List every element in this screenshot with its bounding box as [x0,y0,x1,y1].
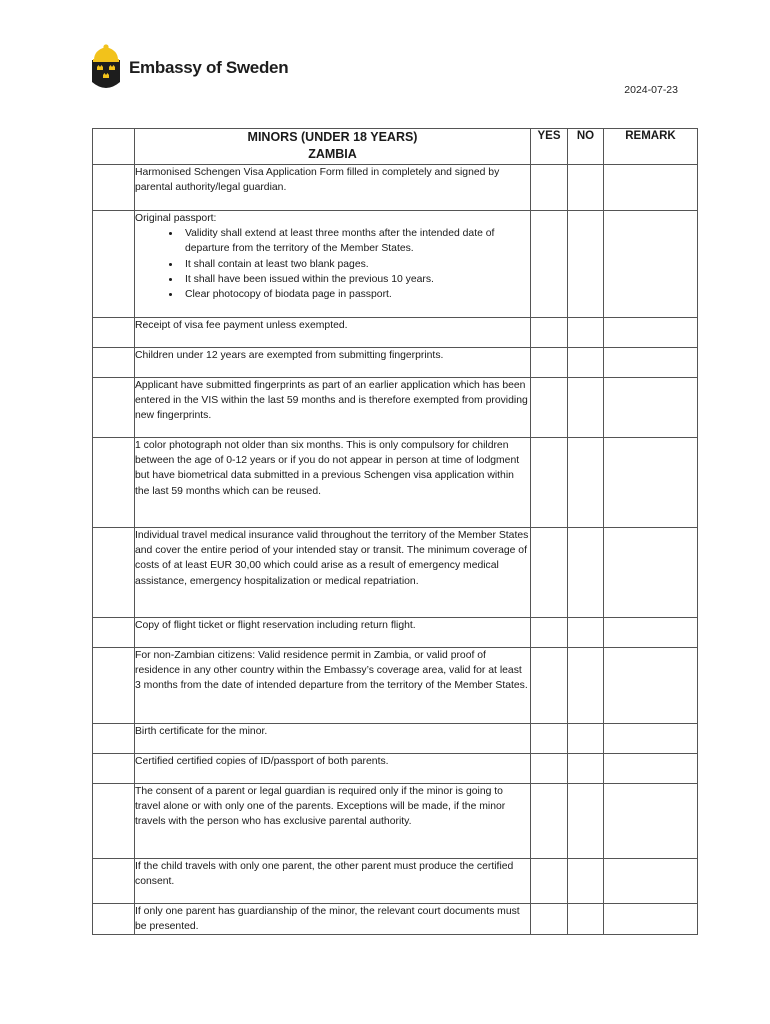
no-checkbox-cell[interactable] [568,318,604,348]
no-checkbox-cell[interactable] [568,724,604,754]
no-checkbox-cell[interactable] [568,648,604,724]
list-item: • Validity shall extend at least three months after the intended date of departure from the territory of the Member States. [181,226,530,256]
remark-cell[interactable] [604,784,698,859]
row-number-cell [93,348,135,378]
remark-cell[interactable] [604,904,698,935]
requirement-text: If the child travels with only one parent, the other parent must produce the certified consent. [135,859,531,904]
yes-checkbox-cell[interactable] [531,784,568,859]
yes-checkbox-cell[interactable] [531,378,568,438]
yes-checkbox-cell[interactable] [531,618,568,648]
requirement-text: Original passport: [135,213,217,224]
yes-checkbox-cell[interactable] [531,528,568,618]
no-checkbox-cell[interactable] [568,438,604,528]
logo-text: Embassy of Sweden [129,58,289,77]
row-number-cell [93,378,135,438]
table-row [93,438,698,528]
requirement-text: Copy of flight ticket or flight reservation including return flight. [135,618,531,648]
yes-checkbox-cell[interactable] [531,348,568,378]
table-row [93,724,698,754]
no-checkbox-cell[interactable] [568,784,604,859]
no-checkbox-cell[interactable] [568,165,604,211]
no-column-header: NO [568,129,604,165]
remark-column-header: REMARK [604,129,698,165]
requirement-text: If only one parent has guardianship of the minor, the relevant court documents must be presented. [135,904,531,935]
row-number-cell [93,648,135,724]
yes-checkbox-cell[interactable] [531,904,568,935]
yes-checkbox-cell[interactable] [531,165,568,211]
row-number-cell [93,618,135,648]
remark-cell[interactable] [604,378,698,438]
yes-column-header: YES [531,129,568,165]
table-row [93,211,698,318]
title-line-2: ZAMBIA [308,147,357,161]
requirement-text: Receipt of visa fee payment unless exempted. [135,318,531,348]
row-number-cell [93,754,135,784]
requirement-text: Certified certified copies of ID/passport of both parents. [135,754,531,784]
remark-cell[interactable] [604,348,698,378]
table-row [93,378,698,438]
document-date: 2024-07-23 [624,84,678,96]
no-checkbox-cell[interactable] [568,378,604,438]
row-number-cell [93,211,135,318]
yes-checkbox-cell[interactable] [531,318,568,348]
list-item: • It shall have been issued within the previous 10 years. [181,272,530,287]
row-number-cell [93,165,135,211]
remark-cell[interactable] [604,318,698,348]
row-number-cell [93,859,135,904]
yes-checkbox-cell[interactable] [531,724,568,754]
row-number-cell [93,318,135,348]
requirement-text: For non-Zambian citizens: Valid residence permit in Zambia, or valid proof of residence in any other country within the Embassy’s coverage area, valid for at least 3 months from the date of intended departure from the territory of the Member States. [135,648,531,724]
no-checkbox-cell[interactable] [568,528,604,618]
yes-checkbox-cell[interactable] [531,211,568,318]
remark-cell[interactable] [604,859,698,904]
remark-cell[interactable] [604,648,698,724]
row-number-cell [93,904,135,935]
no-checkbox-cell[interactable] [568,754,604,784]
requirement-text: Individual travel medical insurance valid throughout the territory of the Member States and cover the entire period of your intended stay or transit. The minimum coverage of costs of at least EUR 30,00 which could arise as a result of emergency medical assistance, emergency hospitalization or medical repatriation. [135,528,531,618]
remark-cell[interactable] [604,528,698,618]
row-number-cell [93,724,135,754]
remark-cell[interactable] [604,211,698,318]
header-row [93,129,698,165]
yes-checkbox-cell[interactable] [531,438,568,528]
requirement-cell [135,211,531,318]
table-row [93,318,698,348]
list-item: • It shall contain at least two blank pages. [181,257,530,272]
row-number-cell [93,438,135,528]
table-row [93,648,698,724]
no-checkbox-cell[interactable] [568,348,604,378]
table-row [93,165,698,211]
title-line-1: MINORS (UNDER 18 YEARS) [247,130,418,144]
remark-cell[interactable] [604,724,698,754]
table-row [93,859,698,904]
requirement-text: 1 color photograph not older than six months. This is only compulsory for children between the age of 0-12 years or if you do not appear in person at time of lodgment but have biometrical data submitted in a previous Schengen visa application within the last 59 months which can be reused. [135,438,531,528]
yes-checkbox-cell[interactable] [531,754,568,784]
requirement-text: The consent of a parent or legal guardian is required only if the minor is going to travel alone or with only one of the parents. Exceptions will be made, if the minor travels with the person who has exclusive parental authority. [135,784,531,859]
remark-cell[interactable] [604,165,698,211]
row-number-cell [93,784,135,859]
table-row [93,618,698,648]
list-item: • Clear photocopy of biodata page in passport. [181,287,530,302]
checklist-table [92,128,698,935]
no-checkbox-cell[interactable] [568,211,604,318]
no-checkbox-cell[interactable] [568,618,604,648]
embassy-logo [90,44,288,92]
bullet-list [135,226,530,302]
table-title [135,129,531,165]
empty-header-cell [93,129,135,165]
requirement-text: Harmonised Schengen Visa Application Form filled in completely and signed by parental authority/legal guardian. [135,165,531,211]
remark-cell[interactable] [604,754,698,784]
table-row [93,784,698,859]
crown-logo-icon [90,44,122,92]
table-row [93,348,698,378]
requirement-text: Birth certificate for the minor. [135,724,531,754]
no-checkbox-cell[interactable] [568,859,604,904]
remark-cell[interactable] [604,618,698,648]
requirement-text: Applicant have submitted fingerprints as part of an earlier application which has been entered in the VIS within the last 59 months and is therefore exempted from providing new fingerprints. [135,378,531,438]
requirement-text: Children under 12 years are exempted from submitting fingerprints. [135,348,531,378]
row-number-cell [93,528,135,618]
yes-checkbox-cell[interactable] [531,859,568,904]
yes-checkbox-cell[interactable] [531,648,568,724]
table-row [93,528,698,618]
no-checkbox-cell[interactable] [568,904,604,935]
remark-cell[interactable] [604,438,698,528]
table-row [93,754,698,784]
table-row [93,904,698,935]
